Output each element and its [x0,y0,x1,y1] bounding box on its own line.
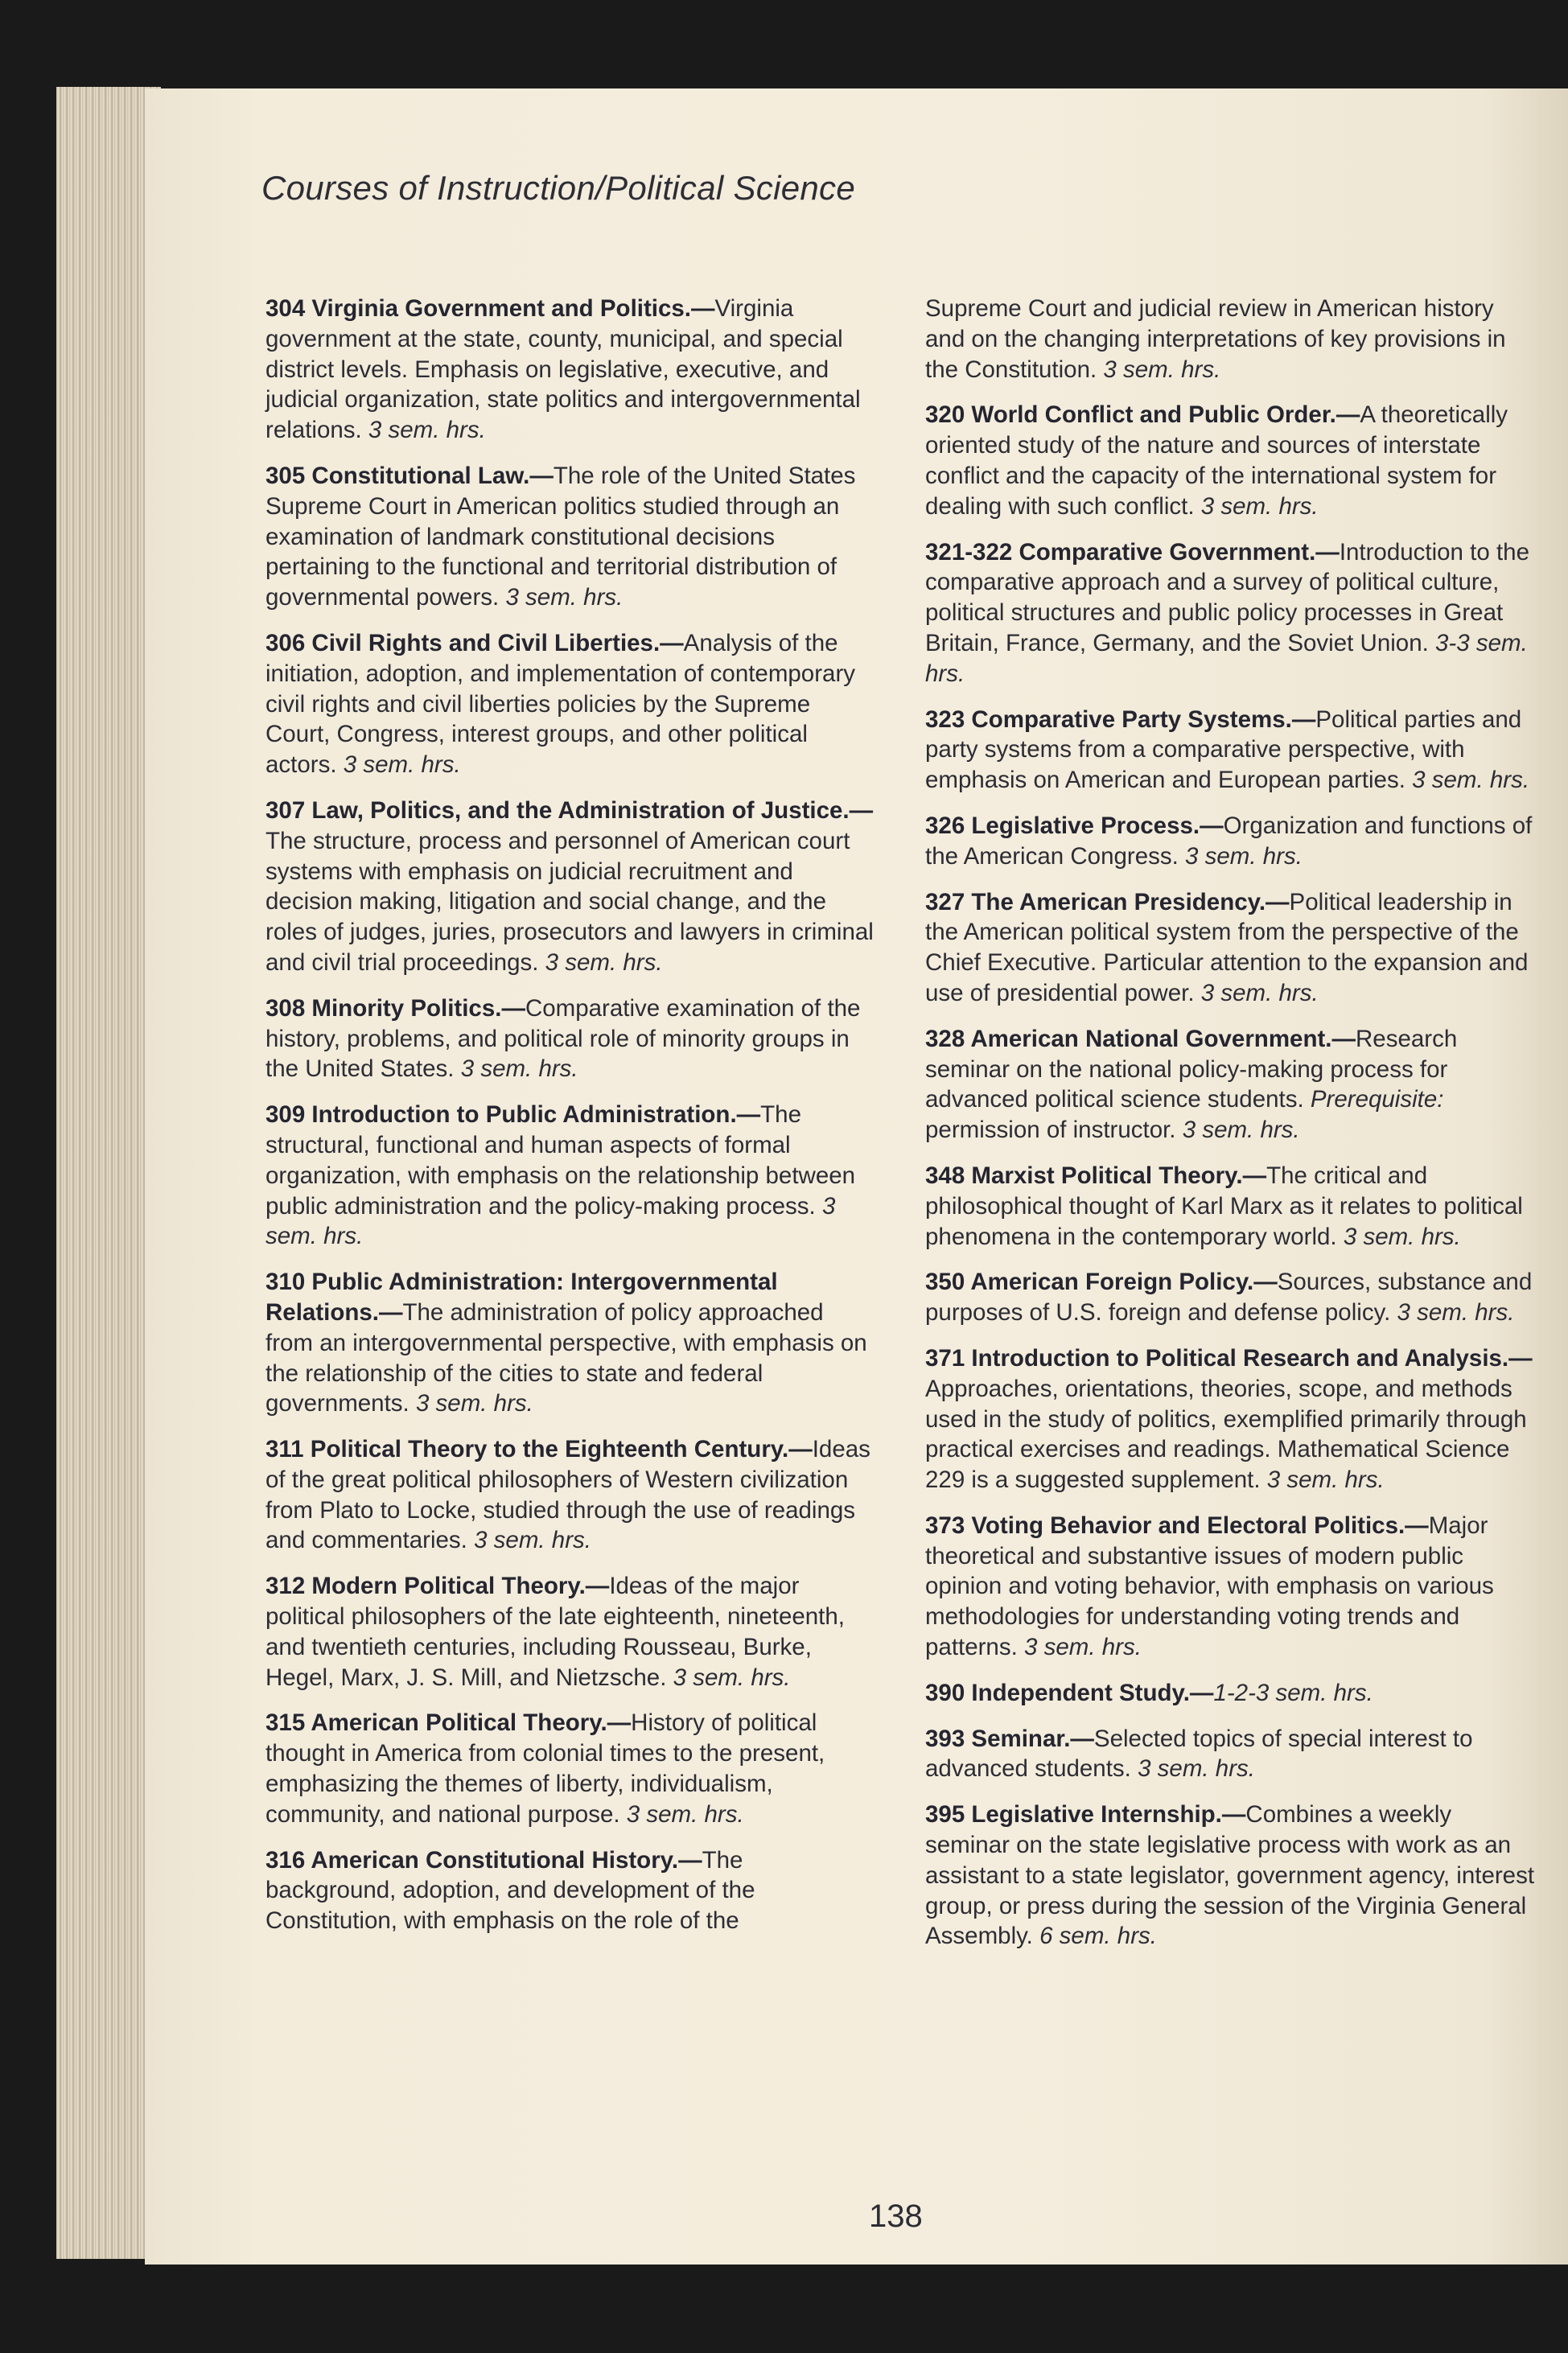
course-hours: 3 sem. hrs. [368,417,486,444]
course-hours: 3 sem. hrs. [1138,1755,1255,1783]
course-description: Combines a weekly seminar on the state legislative process with work as an assistant to a state legislator, government agency, interest group, or press during the session of the Virginia General Assembly. [925,1801,1535,1950]
course-entry-305 [265,461,877,613]
course-entry-371 [925,1343,1537,1495]
course-entry-350 [925,1267,1537,1328]
course-title: 348 Marxist Political Theory.— [925,1162,1267,1189]
course-description: The structure, process and personnel of American court systems with emphasis on judicial recruitment and decision making, litigation and social change, and the roles of judges, juries, prosecutors and lawyers in criminal and civil trial proceedings. [265,827,874,976]
course-entry-308 [265,993,877,1084]
course-description: The critical and philosophical thought of Karl Marx as it relates to political phenomena in the contemporary world. [925,1162,1523,1250]
course-entry-323 [925,705,1537,796]
left-column [265,294,877,1952]
course-title: 327 The American Presidency.— [925,888,1290,915]
course-hours: 3 sem. hrs. [460,1055,578,1083]
course-entry-390 [925,1678,1537,1709]
course-hours: 3 sem. hrs. [1200,492,1319,520]
course-entry-373 [925,1511,1537,1663]
course-hours: 3 sem. hrs. [1024,1634,1142,1661]
course-hours: 3 sem. hrs. [545,948,663,976]
course-description: Comparative examination of the history, problems, and political role of minority groups in the United States. [265,994,861,1083]
course-description: Selected topics of special interest to advanced students. [925,1725,1473,1783]
course-hours: 3 sem. hrs. [1200,979,1319,1006]
course-entry-321-322 [925,537,1537,689]
course-title: 307 Law, Politics, and the Administration of Justice.— [265,796,874,824]
course-title: 390 Independent Study.— [925,1679,1214,1706]
course-title: 316 American Constitutional History.— [265,1846,702,1874]
course-title: 393 Seminar.— [925,1725,1094,1752]
course-description: Major theoretical and substantive issues of modern public opinion and voting behavior, with emphasis on various methodologies for understanding voting trends and patterns. [925,1512,1494,1661]
course-entry-348 [925,1161,1537,1252]
course-title: 306 Civil Rights and Civil Liberties.— [265,629,684,656]
course-title: 304 Virginia Government and Politics.— [265,295,715,322]
course-hours: 3 sem. hrs. [505,584,623,611]
course-hours: 3 sem. hrs. [1412,767,1530,794]
course-hours: 3 sem. hrs. [474,1527,591,1554]
course-description: The structural, functional and human aspects of formal organization, with emphasis on the relationship between public administration and the policy-making process. [265,1101,856,1220]
course-description: Ideas of the major political philosophers of the late eighteenth, nineteenth, and twentieth centuries, including Rousseau, Burke, Hegel, Marx, J. S. Mill, and Nietzsche. [265,1573,845,1691]
course-description: The role of the United States Supreme Court in American politics studied through an examination of landmark constitutional decisions pertaining to the functional and territorial distribution of governmental powers. [265,462,856,611]
course-description: Introduction to the comparative approach and a survey of political culture, political structures and public policy processes in Great Britain, France, Germany, and the Soviet Union. [925,538,1529,656]
course-hours: 3 sem. hrs. [415,1390,533,1417]
course-hours: 3 sem. hrs. [626,1800,744,1828]
course-title: 312 Modern Political Theory.— [265,1573,610,1600]
prerequisite-text: permission of instructor. [925,1117,1176,1144]
course-title: 328 American National Government.— [925,1025,1356,1052]
page-number: 138 [869,2199,923,2234]
course-hours: 3 sem. hrs. [1397,1299,1515,1327]
course-description: The background, adoption, and development of the Constitution, with emphasis on the role of the [265,1846,755,1935]
course-hours: 3 sem. hrs. [1182,1117,1300,1144]
course-hours: 3 sem. hrs. [673,1664,791,1691]
course-entry-310 [265,1267,877,1419]
course-entry-307 [265,796,877,978]
course-entry-315 [265,1708,877,1829]
course-description: Supreme Court and judicial review in American history and on the changing interpretations of key provisions in the Constitution. [925,295,1506,383]
course-description: Analysis of the initiation, adoption, and implementation of contemporary civil rights and civil liberties policies by the Supreme Court, Congress, interest groups, and other political actors. [265,629,856,779]
course-entry-306 [265,628,877,780]
course-hours: 3 sem. hrs. [1266,1467,1385,1494]
course-title: 315 American Political Theory.— [265,1709,632,1737]
course-title: 326 Legislative Process.— [925,812,1224,839]
course-description: Sources, substance and purposes of U.S. foreign and defense policy. [925,1269,1533,1327]
course-description: Approaches, orientations, theories, scope, and methods used in the study of politics, exemplified primarily through practical exercises and readings. Mathematical Science 229 is a suggested supplement. [925,1375,1527,1494]
course-title: 311 Political Theory to the Eighteenth Century.— [265,1436,813,1463]
running-head: Courses of Instruction/Political Science [261,169,855,207]
course-entry-316 [265,1845,877,1936]
course-description: History of political thought in America from colonial times to the present, emphasizing the themes of liberty, individualism, community, and national purpose. [265,1709,825,1828]
course-entry-316-continued [925,294,1537,385]
course-hours: 1-2-3 sem. hrs. [1213,1679,1373,1706]
course-title: 310 Public Administration: Intergovernmental Relations.— [265,1269,778,1326]
course-entry-304 [265,294,877,446]
course-description: Political leadership in the American political system from the perspective of the Chief Executive. Particular attention to the expansion and use of presidential power. [925,888,1529,1006]
course-description: Virginia government at the state, county, municipal, and special district levels. Emphasis on legislative, executive, and judicial organization, state politics and intergovernmental relations. [265,295,861,444]
course-entry-327 [925,887,1537,1009]
course-entry-311 [265,1434,877,1556]
course-title: 373 Voting Behavior and Electoral Politics.— [925,1512,1429,1539]
course-title: 305 Constitutional Law.— [265,462,554,489]
course-hours: 6 sem. hrs. [1039,1923,1157,1950]
course-title: 371 Introduction to Political Research and Analysis.— [925,1344,1533,1372]
course-hours: 3 sem. hrs. [343,751,461,779]
course-title: 309 Introduction to Public Administration.— [265,1101,761,1129]
course-title: 320 World Conflict and Public Order.— [925,401,1360,429]
course-description: Ideas of the great political philosophers of Western civilization from Plato to Locke, studied through the use of readings and commentaries. [265,1436,870,1554]
course-entry-320 [925,400,1537,521]
course-hours: 3 sem. hrs. [1103,356,1221,383]
course-title: 323 Comparative Party Systems.— [925,705,1316,733]
course-entry-309 [265,1100,877,1252]
course-hours: 3 sem. hrs. [1343,1223,1461,1250]
course-title: 395 Legislative Internship.— [925,1801,1246,1829]
course-entry-393 [925,1724,1537,1785]
course-hours: 3 sem. hrs. [265,1192,836,1250]
course-title: 308 Minority Politics.— [265,994,525,1022]
course-hours: 3-3 sem. hrs. [925,629,1528,687]
course-description: A theoretically oriented study of the nature and sources of interstate conflict and the capacity of the international system for dealing with such conflict. [925,401,1508,520]
prerequisite-label: Prerequisite: [1310,1086,1444,1113]
course-description: Research seminar on the national policy-making process for advanced political science students. [925,1025,1458,1113]
course-description: Organization and functions of the American Congress. [925,812,1533,870]
right-column [925,294,1537,1967]
course-description: The administration of policy approached from an intergovernmental perspective, with emphasis on the relationship of the cities to state and federal governments. [265,1298,867,1417]
course-entry-328 [925,1024,1537,1146]
course-description: Political parties and party systems from a comparative perspective, with emphasis on American and European parties. [925,705,1522,794]
course-title: 321-322 Comparative Government.— [925,538,1340,566]
course-entry-312 [265,1571,877,1693]
course-title: 350 American Foreign Policy.— [925,1269,1278,1296]
course-hours: 3 sem. hrs. [1185,842,1303,870]
course-entry-326 [925,811,1537,872]
course-entry-395 [925,1800,1537,1952]
